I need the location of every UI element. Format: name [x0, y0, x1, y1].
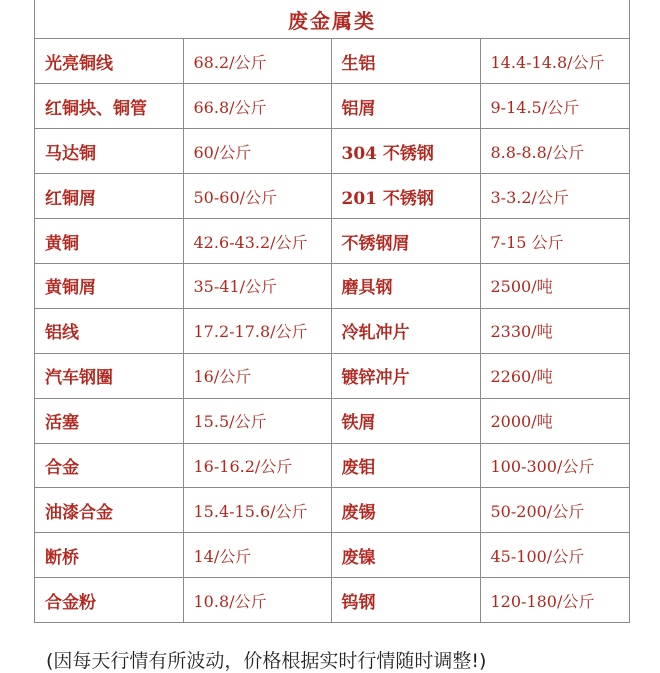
- item-name-cell: 镀锌冲片: [331, 353, 480, 398]
- item-name-cell: 红铜屑: [35, 174, 183, 219]
- item-name-cell: 钨钢: [331, 578, 480, 623]
- price-table: [35, 39, 629, 623]
- price-cell: 66.8/公斤: [183, 84, 331, 129]
- item-name-cell: 201 不锈钢: [331, 174, 480, 219]
- table-row: [35, 443, 629, 488]
- table-row: [35, 308, 629, 353]
- price-cell: 2000/吨: [480, 398, 629, 443]
- item-name-cell: 光亮铜线: [35, 39, 183, 84]
- price-cell: 68.2/公斤: [183, 39, 331, 84]
- price-cell: 7-15 公斤: [480, 219, 629, 264]
- item-name-cell: 活塞: [35, 398, 183, 443]
- item-name-cell: 铁屑: [331, 398, 480, 443]
- price-cell: 15.5/公斤: [183, 398, 331, 443]
- price-cell: 16-16.2/公斤: [183, 443, 331, 488]
- item-name-cell: 马达铜: [35, 129, 183, 174]
- item-name-cell: 合金粉: [35, 578, 183, 623]
- table-row: [35, 129, 629, 174]
- price-cell: 16/公斤: [183, 353, 331, 398]
- table-row: [35, 578, 629, 623]
- price-cell: 2260/吨: [480, 353, 629, 398]
- table-row: [35, 174, 629, 219]
- table-row: [35, 353, 629, 398]
- item-name-cell: 304 不锈钢: [331, 129, 480, 174]
- price-cell: 10.8/公斤: [183, 578, 331, 623]
- table-row: [35, 39, 629, 84]
- price-cell: 9-14.5/公斤: [480, 84, 629, 129]
- price-fluctuation-note: (因每天行情有所波动，价格根据实时行情随时调整!): [46, 650, 487, 672]
- price-cell: 60/公斤: [183, 129, 331, 174]
- price-cell: 50-200/公斤: [480, 488, 629, 533]
- table-row: [35, 219, 629, 264]
- item-name-cell: 汽车钢圈: [35, 353, 183, 398]
- price-cell: 2500/吨: [480, 263, 629, 308]
- price-cell: 15.4-15.6/公斤: [183, 488, 331, 533]
- price-cell: 3-3.2/公斤: [480, 174, 629, 219]
- price-cell: 14.4-14.8/公斤: [480, 39, 629, 84]
- table-row: [35, 398, 629, 443]
- price-cell: 45-100/公斤: [480, 533, 629, 578]
- item-name-cell: 断桥: [35, 533, 183, 578]
- item-name-cell: 黄铜屑: [35, 263, 183, 308]
- price-cell: 8.8-8.8/公斤: [480, 129, 629, 174]
- item-name-cell: 废锡: [331, 488, 480, 533]
- price-cell: 35-41/公斤: [183, 263, 331, 308]
- sheet-title: 废金属类: [35, 0, 629, 39]
- item-name-cell: 油漆合金: [35, 488, 183, 533]
- item-name-cell: 铝线: [35, 308, 183, 353]
- item-name-cell: 铝屑: [331, 84, 480, 129]
- price-sheet: [34, 0, 630, 623]
- price-cell: 100-300/公斤: [480, 443, 629, 488]
- price-cell: 120-180/公斤: [480, 578, 629, 623]
- price-cell: 2330/吨: [480, 308, 629, 353]
- item-name-cell: 黄铜: [35, 219, 183, 264]
- item-name-cell: 生铝: [331, 39, 480, 84]
- table-row: [35, 263, 629, 308]
- item-name-cell: 不锈钢屑: [331, 219, 480, 264]
- table-row: [35, 533, 629, 578]
- price-cell: 14/公斤: [183, 533, 331, 578]
- price-cell: 50-60/公斤: [183, 174, 331, 219]
- item-name-cell: 冷轧冲片: [331, 308, 480, 353]
- item-name-cell: 磨具钢: [331, 263, 480, 308]
- table-row: [35, 84, 629, 129]
- item-name-cell: 废钼: [331, 443, 480, 488]
- price-cell: 17.2-17.8/公斤: [183, 308, 331, 353]
- item-name-cell: 合金: [35, 443, 183, 488]
- item-name-cell: 废镍: [331, 533, 480, 578]
- price-cell: 42.6-43.2/公斤: [183, 219, 331, 264]
- table-row: [35, 488, 629, 533]
- item-name-cell: 红铜块、铜管: [35, 84, 183, 129]
